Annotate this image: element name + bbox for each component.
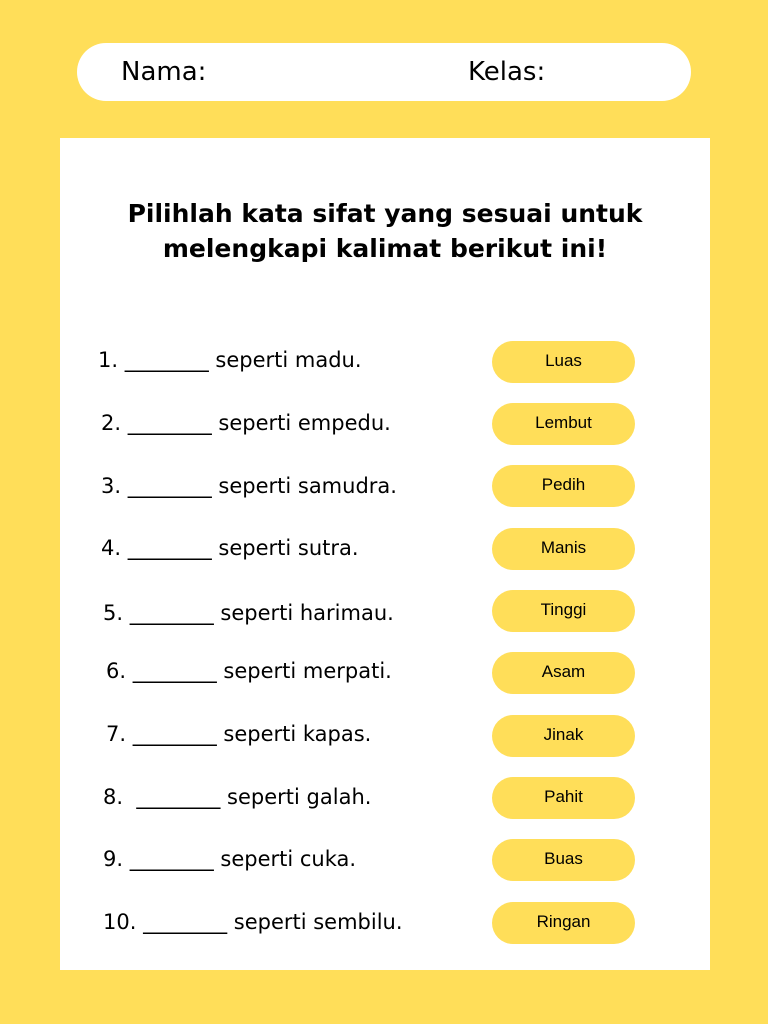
option-pahit[interactable]: Pahit [492, 777, 635, 819]
question-3: 3. ________ seperti samudra. [101, 474, 397, 498]
option-luas[interactable]: Luas [492, 341, 635, 383]
class-label: Kelas: [468, 57, 546, 87]
question-9: 9. ________ seperti cuka. [103, 847, 357, 871]
option-ringan[interactable]: Ringan [492, 902, 635, 944]
name-class-header [77, 43, 691, 101]
question-8: 8. ________ seperti galah. [103, 785, 372, 809]
option-buas[interactable]: Buas [492, 839, 635, 881]
option-asam[interactable]: Asam [492, 652, 635, 694]
question-2: 2. ________ seperti empedu. [101, 411, 391, 435]
question-6: 6. ________ seperti merpati. [106, 659, 392, 683]
question-10: 10. ________ seperti sembilu. [103, 910, 403, 934]
option-tinggi[interactable]: Tinggi [492, 590, 635, 632]
option-lembut[interactable]: Lembut [492, 403, 635, 445]
instruction-text [100, 196, 670, 266]
question-4: 4. ________ seperti sutra. [101, 536, 359, 560]
option-pedih[interactable]: Pedih [492, 465, 635, 507]
instruction-line-1: Pilihlah kata sifat yang sesuai untuk [127, 199, 643, 228]
option-jinak[interactable]: Jinak [492, 715, 635, 757]
name-label: Nama: [121, 57, 207, 87]
instruction-line-2: melengkapi kalimat berikut ini! [162, 234, 608, 263]
question-1: 1. ________ seperti madu. [98, 348, 362, 372]
worksheet-card [60, 138, 710, 970]
question-7: 7. ________ seperti kapas. [106, 722, 372, 746]
option-manis[interactable]: Manis [492, 528, 635, 570]
question-5: 5. ________ seperti harimau. [103, 601, 394, 625]
